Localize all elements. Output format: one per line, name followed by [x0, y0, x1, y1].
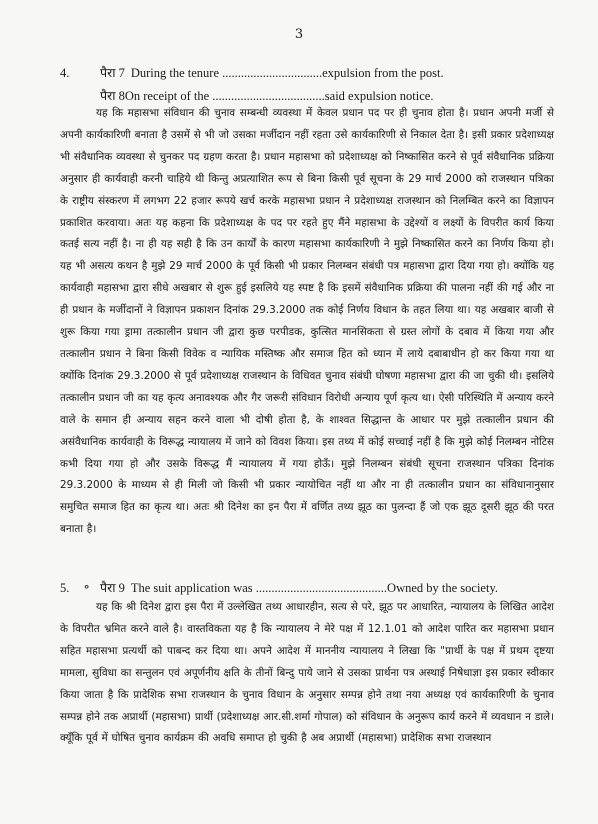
body-paragraph-2: यह कि श्री दिनेश द्वारा इस पैरा में उल्लेखित तथ्य आधारहीन, सत्य से परे, झूठ पर आधारित, न्यायालय के लिखित आदेश के विपरीत भ्रमित करने वाले है। वास्तविकता यह है कि न्यायालय ने मेरे पक्ष में 12.1.01 को आदेश पारित कर महासभा प्रधान सहित महासभा प्रत्यर्थी को पाबन्द कर दिया था। अपने आदेश में माननीय न्यायालय ने लिखा कि "प्रार्थी के पक्ष में प्रथम दृष्टया मामला, सुविधा का सन्तुलन एवं अपूर्णनीय क्षति के तीनों बिन्दु पाये जाने से उसका प्रार्थना पत्र अस्थाई निषेधाज्ञा इस प्रकार स्वीकार किया जाता है कि प्रादेशिक सभा राजस्थान के चुनाव विधान के अनुसार सम्पन्न होने तथा नया अध्यक्ष एवं कार्यकारिणी के चुनाव सम्पन्न होने तक अप्रार्थी (महासभा) प्रार्थी (प्रदेशाध्यक्ष आर.सी.शर्मा गोपाल) को संविधान के अनुरूप कार्य करने में व्यवधान न डाले। क्यूँकि पूर्व में घोषित चुनाव कार्यक्रम की अवधि समाप्त हो चुकी है अब अप्रार्थी (महासभा) प्रादेशिक सभा राजस्थान	[60, 601, 554, 745]
quoted-text: During the tenure ................................expulsion from the post.	[130, 66, 444, 80]
item-4-subheading	[100, 87, 558, 104]
item-number: 5.	[60, 581, 70, 595]
item-number: 4.	[60, 66, 70, 80]
page-number: 3	[294, 27, 304, 42]
item-4-heading	[60, 64, 558, 81]
para-reference: पैरा 9	[100, 581, 125, 595]
item-5-heading	[60, 579, 558, 596]
stray-mark: ॰	[84, 581, 90, 595]
para-reference: पैरा 8	[100, 89, 125, 103]
body-paragraph-1: यह कि महासभा संविधान की चुनाव सम्बन्धी व्यवस्था में केवल प्रधान पद पर ही चुनाव होता है। प्रधान अपनी मर्जी से अपनी कार्यकारिणी बनाता है उसमें से भी जो उसका मर्जीदान नहीं रहता उसे कार्यकारिणी से निकाल देता है। इसी प्रकार प्रदेशाध्यक्ष भी संवैधानिक व्यवस्था से चुनकर पद ग्रहण करता है। प्रधान महासभा को प्रदेशाध्यक्ष को निष्कासित करने से पूर्व संवैधानिक प्रक्रिया अनुसार ही कार्यवाही करनी चाहिये थी किन्तु अप्रत्याशित रूप से बिना किसी पूर्व सूचना के 29 मार्च 2000 को राजस्थान पत्रिका के राष्ट्रीय संस्करण में लगभग 22 हजार रूपये खर्च करके महासभा प्रधान ने प्रदेशाध्यक्ष राजस्थान को निलम्बित करने का विज्ञापन प्रकाशित करवाया। अतः यह कहना कि प्रदेशाध्यक्ष के पद पर रहते हुए मैंने महासभा के उद्देश्यों व लक्ष्यों के विपरीत कार्य किया कतई सत्य नहीं है। ना ही यह सही है कि उन कार्यों के कारण महासभा कार्यकारिणी ने मुझे निष्कासित करने का निर्णय किया हो। यह भी असत्य कथन है मुझे 29 मार्च 2000 के पूर्व किसी भी प्रकार निलम्बन संबंधी पत्र महासभा द्वारा दिया गया हो। क्योंकि यह कार्यवाही महासभा द्वारा सीधे अखबार से शुरू हुई इसलिये यह स्पष्ट है कि इसमें संवैधानिक प्रक्रिया की पालना नहीं की गई और ना ही प्रधान के मर्जीदानों ने विज्ञापन प्रकाशन दिनांक 29.3.2000 तक कोई निर्णय विधान के तहत लिया था। यह अखबार बाजी से शुरू किया गया ड्रामा तत्कालीन प्रधान जी द्वारा कुछ परपीडक, कुत्सित मानसिकता से ग्रस्त लोगों के दबाव में किया गया और तत्कालीन प्रधान ने बिना किसी विवेक व न्यायिक मस्तिष्क और समाज हित को ध्यान में लाये दबाबाधीन हो कर किया गया था क्योंकि दिनांक 29.3.2000 से पूर्व प्रदेशाध्यक्ष राजस्थान के विधिवत चुनाव संबंधी घोषणा महासभा द्वारा की जा चुकी थी। इसलिये तत्कालीन प्रधान जी का यह कृत्य अनावश्यक और गैर जरूरी संविधान विरोधी अन्याय पूर्ण कृत्य था। ऐसी परिस्थिति में अन्याय करने वाले के समान ही अन्याय सहन करने वाला भी दोषी होता है, के शाश्वत सिद्धान्त के आधार पर मुझे तत्कालीन प्रधान की असंवैधानिक कार्यवाही के विरूद्ध न्यायालय में जाने को विवश किया। इस तथ्य में कोई सच्चाई नहीं है कि मुझे कोई निलम्बन नोटिस कभी दिया गया हो और उसके विरूद्ध मैं न्यायालय में गया होऊँ। मुझे निलम्बन संबंधी सूचना राजस्थान पत्रिका दिनांक 29.3.2000 के माध्यम से ही मिली जो किसी भी प्रकार न्यायोचित नहीं था और ना ही तत्कालीन प्रधान का संविधानानुसार समुचित समाज हित का कृत्य था। अतः श्री दिनेश का इन पैरा में वर्णित तथ्य झूठ का पुलन्दा हैं जो एक झूठ दूसरी झूठ की परत बनाता है।	[60, 107, 554, 536]
quoted-text: The suit application was ..........................................Owned by the society.	[130, 581, 499, 595]
quoted-text: On receipt of the ....................................said expulsion notice.	[124, 89, 434, 103]
para-reference: पैरा 7	[100, 66, 125, 80]
